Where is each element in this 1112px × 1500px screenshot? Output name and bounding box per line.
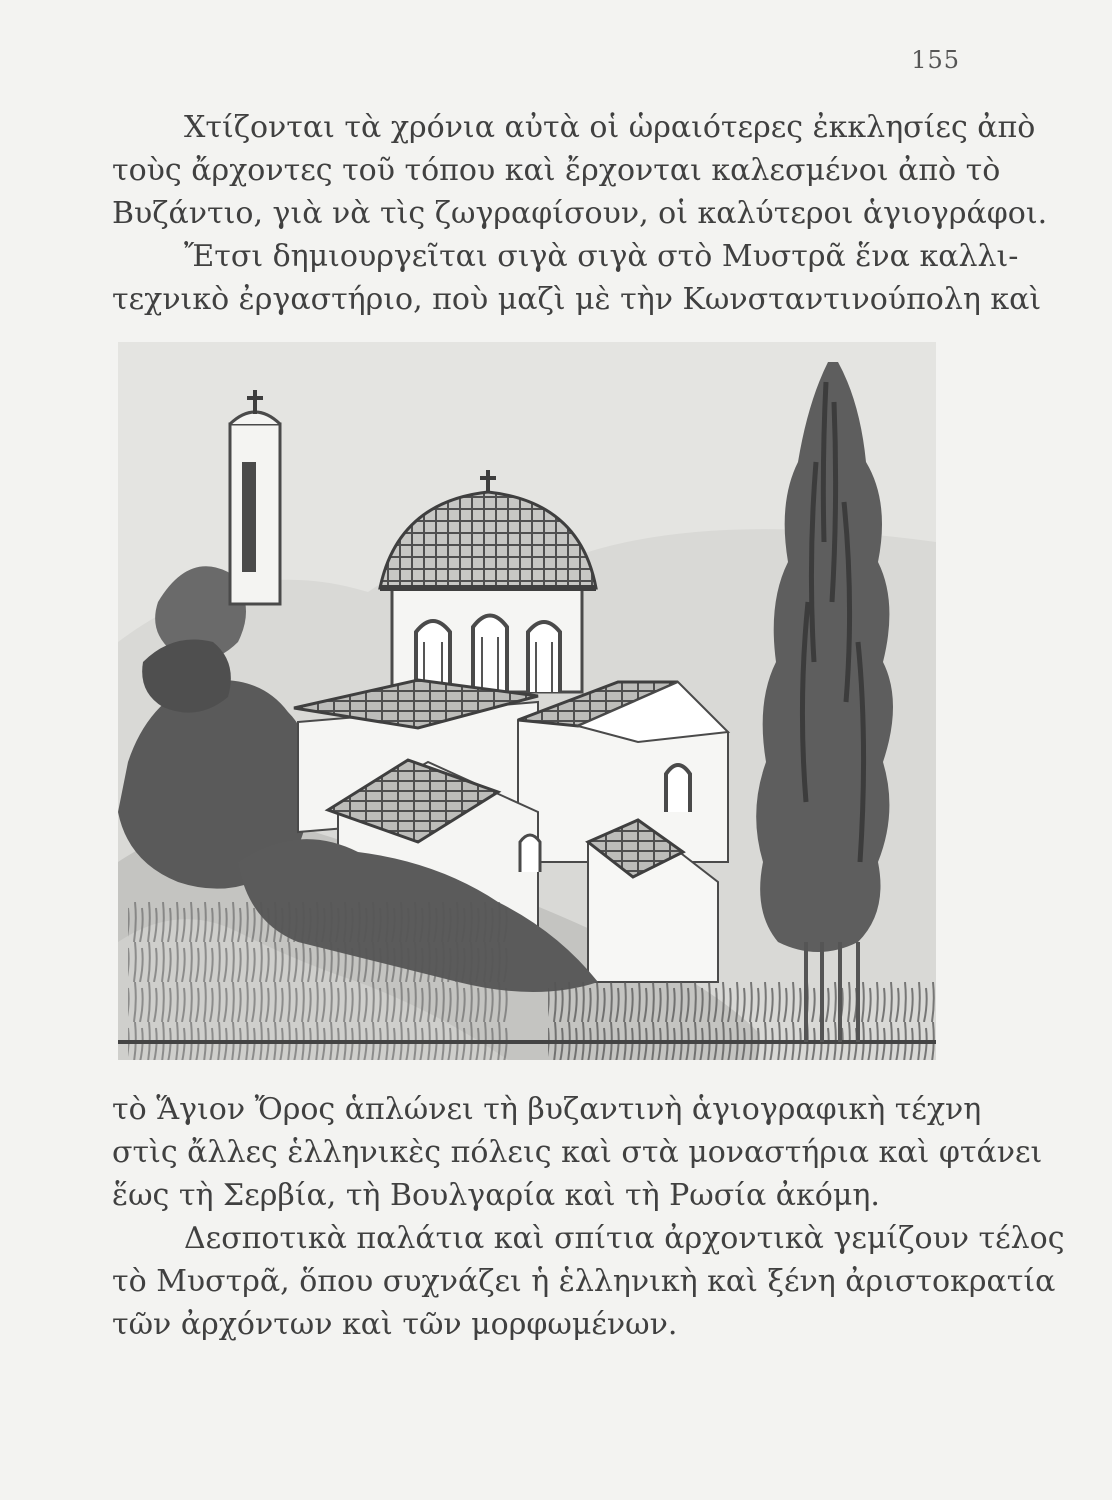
text-line: τὸ Μυστρᾶ, ὅπου συχνάζει ἡ ἑλληνικὴ καὶ ξένη ἀριστοκρατία (112, 1264, 1056, 1299)
bottom-paragraphs (112, 1088, 1065, 1346)
byzantine-church-with-cypress-illustration-icon (118, 342, 936, 1060)
text-line: Χτίζονται τὰ χρόνια αὐτὰ οἱ ὡραιότερες ἐκκλησίες ἀπὸ (184, 110, 1036, 145)
text-line: Ἔτσι δημιουργεῖται σιγὰ σιγὰ στὸ Μυστρᾶ ἕνα καλλι- (184, 239, 1019, 274)
text-line: τοὺς ἄρχοντες τοῦ τόπου καὶ ἔρχονται καλεσμένοι ἀπὸ τὸ (112, 153, 1001, 188)
text-line: τῶν ἀρχόντων καὶ τῶν μορφωμένων. (112, 1307, 678, 1342)
text-line: Δεσποτικὰ παλάτια καὶ σπίτια ἀρχοντικὰ γεμίζουν τέλος (184, 1221, 1065, 1256)
church-illustration (118, 342, 936, 1060)
text-line: ἕως τὴ Σερβία, τὴ Βουλγαρία καὶ τὴ Ρωσία ἀκόμη. (112, 1178, 880, 1213)
text-line: τεχνικὸ ἐργαστήριο, ποὺ μαζὶ μὲ τὴν Κωνσταντινούπολη καὶ (112, 282, 1042, 317)
top-paragraphs (112, 106, 1048, 321)
text-line: στὶς ἄλλες ἑλληνικὲς πόλεις καὶ στὰ μοναστήρια καὶ φτάνει (112, 1135, 1043, 1170)
text-line: Βυζάντιο, γιὰ νὰ τὶς ζωγραφίσουν, οἱ καλύτεροι ἁγιογράφοι. (112, 196, 1048, 231)
page-number: 155 (911, 46, 960, 74)
text-line: τὸ Ἅγιον Ὄρος ἁπλώνει τὴ βυζαντινὴ ἁγιογραφικὴ τέχνη (112, 1092, 982, 1127)
